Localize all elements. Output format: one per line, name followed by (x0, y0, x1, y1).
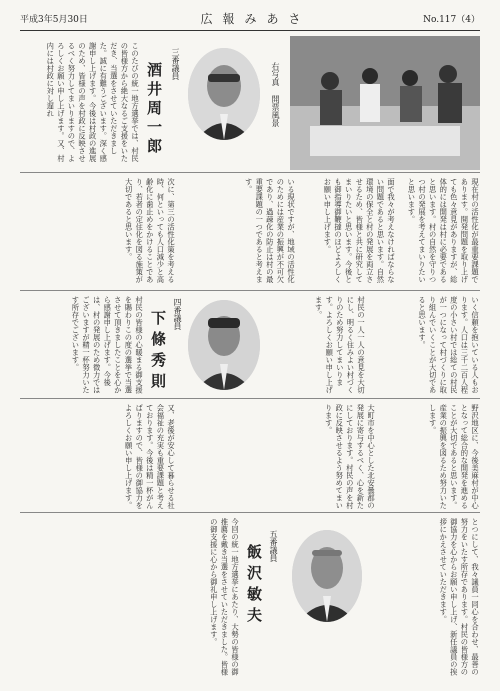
member-portrait-iizawa (292, 530, 362, 622)
photo-caption (270, 62, 280, 127)
column-text-4: 次に、第三の活性化策を考える時、何といっても人口減少と高齢化に歯止めをかけることであり、若者の定住化を図る施策が大切であると思います。 (124, 178, 176, 283)
member-text-1: このたびの統一地方選挙では、村民の皆様方から絶大なるご支援をいただき、当選をさせていただきました。誠に有難うございます。深く感謝申し上げます。今後は村政の進展のため、皆様の声を村政に反映させるべく努力してまいりますので、よろしくお願い申し上げます。又、村内には村政に対し遅れ (46, 42, 140, 162)
column-text-1: 現在村の活性化が最重要課題であります。開発問題を取り上げても色々意見がありますが、総体的には開発は村に必要であると思います。村の自然を守りつつ村の発展を考えてまいりたいと思います。 (407, 178, 480, 283)
member-name-2: 下條秀則 (149, 310, 167, 394)
member-name-1: 酒井周一郎 (145, 62, 163, 157)
divider-middle (20, 290, 480, 291)
issue-number: No.117（4） (423, 14, 480, 25)
member-portrait-sakai (188, 48, 260, 140)
column-text-6: いく信頼を抱いている人もおります。人口は三千二百人程度の小さい村では総ての村民が一つになって村づくりに取り組んでいくことが大切であると思います。 (418, 296, 480, 394)
member-rank-3: 五番議員 (269, 530, 278, 562)
issue-date: 平成3年5月30日 (20, 14, 88, 25)
photo-caption-text: 開票風景 (271, 95, 280, 127)
newsletter-title: 広報みあさ (200, 11, 311, 26)
photo-caption-position: 右写真 (271, 62, 280, 86)
column-text-8: 野沢地区に、今後美麻村が中心となって総合的な開発を進めることが大切であると思います。産業の振興を図るため努力いたします。 (428, 404, 480, 509)
column-text-9: 大町市を中心とした北安曇郡の発展に寄与するべく、心を新たにしております。村民の声を村政に反映させるよう努めてまいります。 (324, 404, 376, 509)
divider-top (20, 172, 480, 173)
member-text-2: 村民の皆様の心暖まる御支援を賜わりこの度の選挙で当選させて頂きましたことを心から感謝申し上げます。今後は、村の発展のため微力ではございますが精一杯努力いたす所存でございます。 (71, 296, 144, 394)
column-text-10: とつにして、我々議員一同心を合わせ、最善の努力をいたす所存であります。村民の皆様方の御協力を心からお願い申し上げ、新任議員の挨拶にかえさせていただきます。 (439, 518, 480, 676)
page-header (20, 6, 480, 31)
ballot-counting-photo (290, 36, 480, 170)
member-rank-1: 三番議員 (171, 48, 180, 80)
divider-bottom (20, 512, 480, 513)
member-portrait-shimojo (188, 300, 260, 390)
divider-lower (20, 398, 480, 399)
member-name-3: 飯沢敏夫 (245, 544, 263, 628)
column-text-7: 村民の一人一人の意見を大切にし、明るく住みよい村づくりのため努力してまいります。よろしくお願い申し上げます。 (314, 296, 366, 394)
column-text-5: 又、老後が安心して暮らせる社会福祉の充実も重要課題と考えております。今後は精一杯がんばりますので、皆様の御協力をよろしくお願い申し上げます。 (124, 404, 176, 509)
column-text-3: いる現状ですが、地域の活性化のためには産業の振興が不可欠であり、過疎化の防止は村の最重要課題の一つであると考えます。 (244, 178, 296, 283)
column-text-2: 面で我々が考えなければならない問題であると思います。自然環境の保全と村の発展を両立させるため、皆様と共に研究してまいりたいと思います。今後とも御指導御鞭撻のほどよろしくお願い申し上げます。 (323, 178, 396, 283)
member-text-3: 今回の統一地方選挙にあたり、大勢の皆様の御推薦を戴き当選をさせていただきました。皆様の御支援に心から御礼申し上げます。 (209, 518, 240, 676)
member-rank-2: 四番議員 (173, 298, 182, 330)
